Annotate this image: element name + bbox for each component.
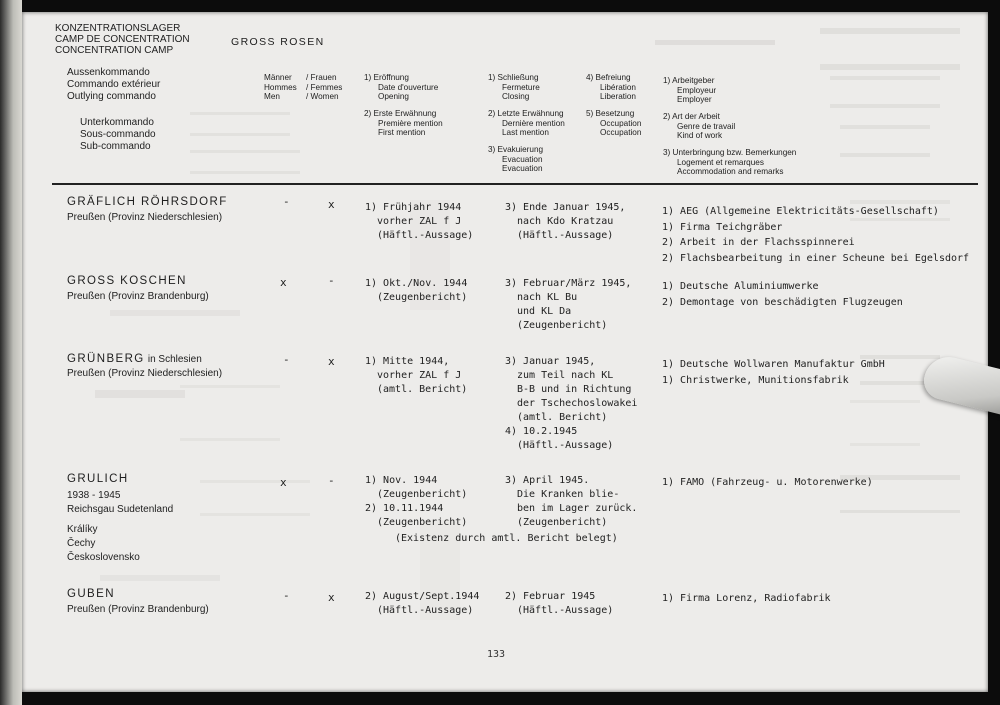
opening-info [365,355,467,397]
outlying-en: Outlying commando [67,91,156,102]
close-line: der Tschechoslowakei [517,398,638,409]
occupation-en: Occupation [600,128,642,137]
legend-last-mention [488,109,565,138]
outlying-commando-label [67,67,160,103]
close-line: (Zeugenbericht) [517,517,608,528]
legend-work [663,112,735,141]
closing-fr: Fermeture [502,82,540,92]
legend-evacuation [488,145,543,174]
region-line: Reichsgau Sudetenland [67,504,174,515]
close-line: 3) Februar/März 1945, [505,278,632,289]
gender-women-label [306,73,342,102]
open-line: (Häftl.-Aussage) [377,230,474,241]
close-line: ben im Lager zurück. [517,503,638,514]
legend-liberation [586,73,636,102]
entry-region [67,489,173,565]
employer-fr: Employeur [677,85,717,95]
work-line: 1) FAMO (Fahrzeug- u. Motorenwerke) [662,477,873,488]
men-mark: - [283,353,290,366]
open-line: 1) Nov. 1944 [365,475,438,486]
sub-fr: Sous-commando [80,129,156,140]
close-line: (Häftl.-Aussage) [517,440,614,451]
camp-label-fr: CAMP DE CONCENTRATION [55,34,190,45]
close-line: nach KL Bu [517,292,578,303]
camp-name: GROSS ROSEN [231,36,325,48]
legend-accommodation [663,148,796,177]
close-line: (Zeugenbericht) [517,320,608,331]
closing-info [505,355,637,453]
gender-men-label [264,73,297,102]
open-line: (Zeugenbericht) [377,292,468,303]
men-mark: - [283,195,290,208]
closing-info [505,590,613,618]
opening-info [365,201,473,243]
open-line: (amtl. Bericht) [377,384,468,395]
work-line: 1) Firma Teichgräber [662,221,783,233]
employer-de: 1) Arbeitgeber [663,76,715,85]
legend-employer [663,76,716,105]
entry-name: GUBEN [67,588,115,600]
first-mention-fr: Première mention [378,118,443,128]
work-info [662,279,903,310]
liberation-en: Liberation [600,92,636,101]
work-de: 2) Art der Arbeit [663,112,720,121]
women-en: / Women [306,92,339,101]
region-line: Čechy [67,538,96,549]
work-en: Kind of work [677,131,723,140]
close-line: Die Kranken blie- [517,489,620,500]
close-line: 3) April 1945. [505,475,590,486]
opening-info [365,277,467,305]
entry-name: GRULICH [67,473,129,485]
women-mark: x [328,591,335,604]
close-line: (Häftl.-Aussage) [517,230,614,241]
occupation-fr: Occupation [600,118,642,128]
last-mention-fr: Dernière mention [502,118,565,128]
accommodation-en: Accommodation and remarks [677,167,784,176]
region-line: Československo [67,552,140,563]
entry-region: Preußen (Provinz Niederschlesien) [67,212,223,223]
outlying-fr: Commando extérieur [67,79,161,90]
sub-commando-label [80,117,156,153]
closing-de: 1) Schließung [488,73,539,82]
page-number: 133 [487,649,506,660]
first-mention-en: First mention [378,128,426,137]
men-mark: - [283,589,290,602]
women-de: / Frauen [306,73,337,82]
work-fr: Genre de travail [677,121,736,131]
women-fr: / Femmes [306,82,343,92]
open-line: 1) Frühjahr 1944 [365,202,462,213]
men-en: Men [264,92,280,101]
entry-region: Preußen (Provinz Brandenburg) [67,604,209,615]
open-line: (Zeugenbericht) [377,517,468,528]
evacuation-en: Evacuation [502,164,543,173]
entry-name: GROSS KOSCHEN [67,275,187,287]
opening-info [365,474,467,530]
close-line: 3) Ende Januar 1945, [505,202,626,213]
occupation-de: 5) Besetzung [586,109,635,118]
closing-en: Closing [502,92,530,101]
evacuation-de: 3) Evakuierung [488,145,544,154]
opening-info [365,590,479,618]
liberation-de: 4) Befreiung [586,73,631,82]
work-info [662,357,885,388]
open-line: 2) August/Sept.1944 [365,591,480,602]
close-line: (Häftl.-Aussage) [517,605,614,616]
evacuation-fr: Evacuation [502,154,543,164]
close-line: 3) Januar 1945, [505,356,596,367]
women-mark: x [328,355,335,368]
close-line: 4) 10.2.1945 [505,426,578,437]
work-line: 1) Deutsche Wollwaren Manufaktur GmbH [662,359,885,370]
work-info [662,204,969,266]
entry-region: Preußen (Provinz Niederschlesien) [67,368,223,379]
legend-closing [488,73,540,102]
opening-en: Opening [378,92,409,101]
camp-label-de: KONZENTRATIONSLAGER [55,23,181,34]
legend-first-mention [364,109,443,138]
closing-info [505,277,631,333]
open-line: 2) 10.11.1944 [365,503,444,514]
opening-de: 1) Eröffnung [364,73,409,82]
accommodation-fr: Logement et remarques [677,157,764,167]
women-mark: x [328,198,335,211]
men-mark: x [280,276,287,289]
entry-name: GRÄFLICH RÖHRSDORF [67,196,228,208]
close-line: zum Teil nach KL [517,370,614,381]
closing-info [505,201,625,243]
legend-opening [364,73,438,102]
sub-de: Unterkommando [80,117,154,128]
close-line: B-B und in Richtung [517,384,632,395]
last-mention-en: Last mention [502,128,549,137]
region-line: 1938 - 1945 [67,490,121,501]
accommodation-de: 3) Unterbringung bzw. Bemerkungen [663,148,797,157]
work-line: 2) Flachsbearbeitung in einer Scheune bei Egelsdorf [662,252,970,264]
legend-occupation [586,109,641,138]
close-line: 2) Februar 1945 [505,591,596,602]
work-info [662,476,873,490]
outlying-de: Aussenkommando [67,67,150,78]
employer-en: Employer [677,95,712,104]
open-line: (Häftl.-Aussage) [377,605,474,616]
header-divider [52,183,978,185]
opening-fr: Date d'ouverture [378,82,439,92]
open-line: vorher ZAL f J [377,216,462,227]
entry-region: Preußen (Provinz Brandenburg) [67,291,209,302]
sub-en: Sub-commando [80,141,151,152]
work-line: 1) Christwerke, Munitionsfabrik [662,374,849,386]
liberation-fr: Libération [600,82,636,92]
open-line: (Zeugenbericht) [377,489,468,500]
work-info [662,592,831,606]
work-line: 2) Arbeit in der Flachsspinnerei [662,237,855,248]
women-mark: - [328,274,335,287]
close-line: und KL Da [517,306,572,317]
open-line: 1) Mitte 1944, [365,356,450,367]
last-mention-de: 2) Letzte Erwähnung [488,109,564,118]
region-line: Králíky [67,524,98,535]
existence-note: (Existenz durch amtl. Bericht belegt) [395,533,618,544]
facing-page-edge [0,0,22,705]
work-line: 1) Deutsche Aluminiumwerke [662,281,819,292]
camp-label [55,23,190,56]
men-de: Männer [264,73,292,82]
work-line: 1) AEG (Allgemeine Elektricitäts-Gesellschaft) [662,206,939,217]
men-fr: Hommes [264,82,297,92]
open-line: 1) Okt./Nov. 1944 [365,278,468,289]
women-mark: - [328,474,335,487]
entry-name-line [67,353,202,365]
men-mark: x [280,476,287,489]
work-line: 1) Firma Lorenz, Radiofabrik [662,593,831,604]
first-mention-de: 2) Erste Erwähnung [364,109,437,118]
open-line: vorher ZAL f J [377,370,462,381]
entry-name: GRÜNBERG [67,353,145,365]
work-line: 2) Demontage von beschädigten Flugzeugen [662,296,903,308]
closing-info [505,474,637,530]
camp-label-en: CONCENTRATION CAMP [55,45,174,56]
close-line: nach Kdo Kratzau [517,216,614,227]
entry-name-suffix: in Schlesien [147,354,202,365]
close-line: (amtl. Bericht) [517,412,608,423]
